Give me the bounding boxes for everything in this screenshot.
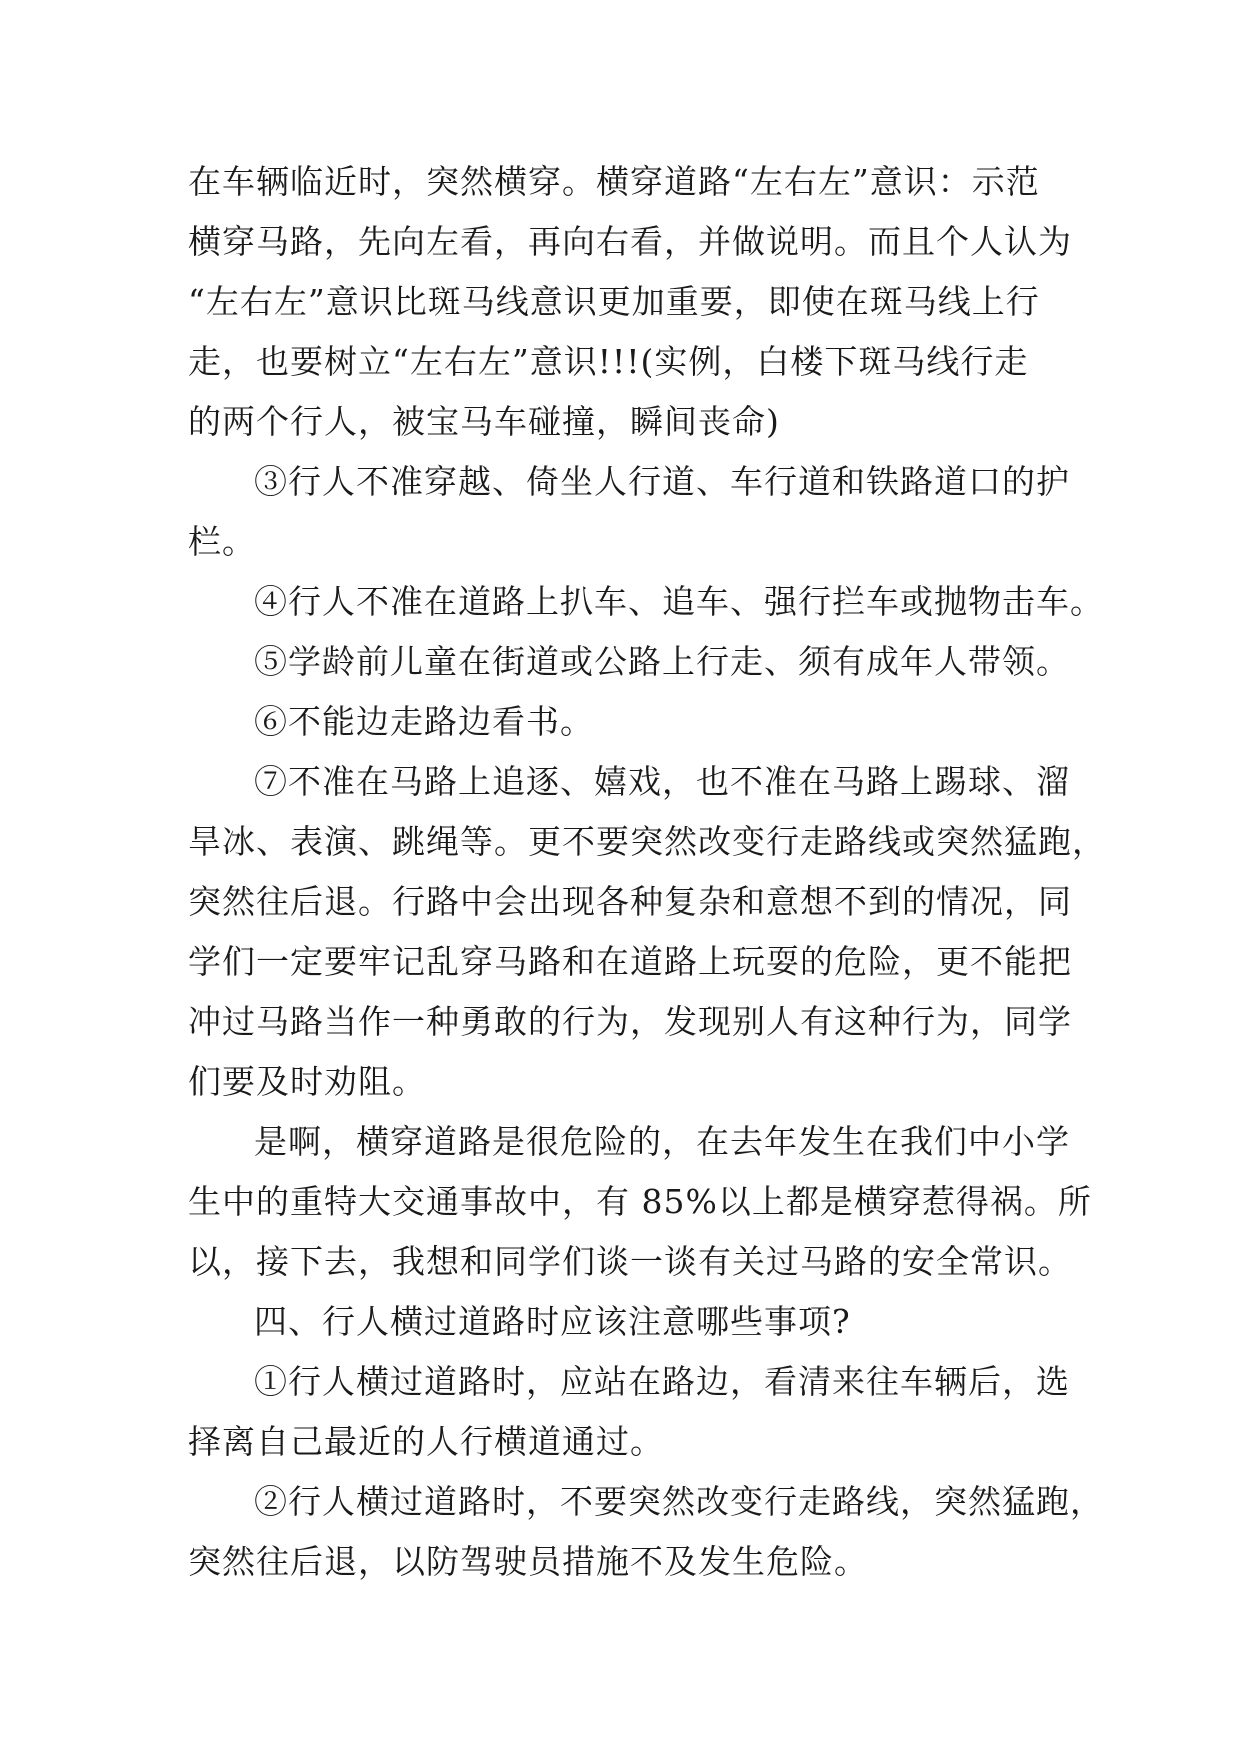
text-line: 突然往后退，以防驾驶员措施不及发生危险。 — [188, 1542, 868, 1581]
text-line: 生中的重特大交通事故中，有 85%以上都是横穿惹得祸。所 — [188, 1182, 1092, 1221]
text-line: ⑤学龄前儿童在街道或公路上行走、须有成年人带领。 — [254, 642, 1070, 681]
text-line: 是啊，横穿道路是很危险的，在去年发生在我们中小学 — [254, 1122, 1070, 1161]
text-line: ②行人横过道路时，不要突然改变行走路线，突然猛跑， — [254, 1482, 1104, 1521]
section-heading: 四、行人横过道路时应该注意哪些事项? — [254, 1302, 851, 1341]
text-line: ①行人横过道路时，应站在路边，看清来往车辆后，选 — [254, 1362, 1070, 1401]
text-line: ④行人不准在道路上扒车、追车、强行拦车或抛物击车。 — [254, 582, 1104, 621]
document-page — [188, 152, 1106, 1592]
text-line: “左右左”意识比斑马线意识更加重要，即使在斑马线上行 — [188, 282, 1040, 321]
text-line: 突然往后退。行路中会出现各种复杂和意想不到的情况，同 — [188, 882, 1072, 921]
text-line: 们要及时劝阻。 — [188, 1062, 426, 1101]
text-line: 在车辆临近时，突然横穿。横穿道路“左右左”意识：示范 — [188, 162, 1040, 201]
text-line: 以，接下去，我想和同学们谈一谈有关过马路的安全常识。 — [188, 1242, 1072, 1281]
text-line: 冲过马路当作一种勇敢的行为，发现别人有这种行为，同学 — [188, 1002, 1072, 1041]
text-line: 横穿马路，先向左看，再向右看，并做说明。而且个人认为 — [188, 222, 1072, 261]
text-line: 栏。 — [188, 522, 256, 561]
text-line: 旱冰、表演、跳绳等。更不要突然改变行走路线或突然猛跑， — [188, 822, 1106, 861]
text-line: 走，也要树立“左右左”意识!!!(实例，白楼下斑马线行走 — [188, 342, 1029, 381]
text-line: ③行人不准穿越、倚坐人行道、车行道和铁路道口的护 — [254, 462, 1070, 501]
text-line: 的两个行人，被宝马车碰撞，瞬间丧命) — [188, 402, 780, 441]
text-line: ⑥不能边走路边看书。 — [254, 702, 594, 741]
text-line: 学们一定要牢记乱穿马路和在道路上玩耍的危险，更不能把 — [188, 942, 1072, 981]
text-line: ⑦不准在马路上追逐、嬉戏，也不准在马路上踢球、溜 — [254, 762, 1070, 801]
text-line: 择离自己最近的人行横道通过。 — [188, 1422, 664, 1461]
